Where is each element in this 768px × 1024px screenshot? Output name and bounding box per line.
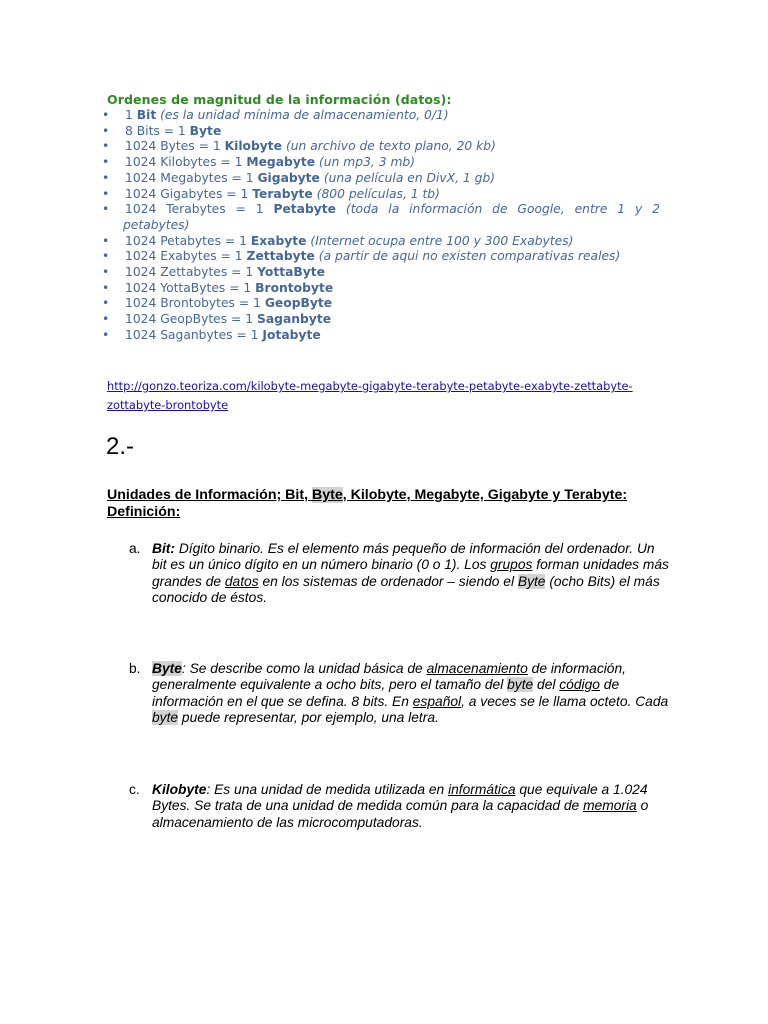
list-item: • 1024 Terabytes = 1 Petabyte (toda la información de Google, entre 1 y 2 petabytes) <box>102 202 660 232</box>
bullet-icon: • <box>102 249 110 264</box>
list-item: • 1024 Saganbytes = 1 Jotabyte <box>102 327 321 342</box>
bullet-icon: • <box>102 265 110 280</box>
bullet-icon: • <box>102 170 110 185</box>
term-label: Bit: <box>152 541 175 556</box>
inline-link[interactable]: grupos <box>490 557 533 573</box>
list-marker: c. <box>129 782 140 797</box>
term-label: Byte <box>152 661 182 676</box>
definition-byte: b. Byte: Se describe como la unidad básica de almacenamiento de información, generalmente equivalente a ocho bits, pero el tamaño del byte del código de información en el que se defina. 8 bits. En español, a veces se le llama octeto. Cada byte puede representar, por ejemplo, una letra. <box>129 661 669 725</box>
magnitudes-list <box>0 108 700 344</box>
inline-link[interactable]: almacenamiento <box>426 661 528 676</box>
magnitudes-title: Ordenes de magnitud de la información (datos): <box>107 92 452 107</box>
section-number: 2.- <box>106 433 135 460</box>
list-item: • 8 Bits = 1 Byte <box>102 123 222 138</box>
term-label: Kilobyte <box>152 782 207 797</box>
inline-link[interactable]: español <box>412 693 462 709</box>
section-heading: Unidades de Información; Bit, Byte, Kilobyte, Megabyte, Gigabyte y Terabyte: Definición: <box>107 487 628 520</box>
bullet-icon: • <box>102 280 110 295</box>
list-item: • 1024 Bytes = 1 Kilobyte (un archivo de texto plano, 20 kb) <box>102 139 496 154</box>
highlighted-term: byte <box>152 709 179 725</box>
bullet-icon: • <box>102 327 110 342</box>
bullet-icon: • <box>102 108 110 122</box>
list-item: • 1 Bit (es la unidad mínima de almacenamiento, 0/1) <box>102 108 449 122</box>
bullet-icon: • <box>102 139 110 154</box>
inline-link[interactable]: memoria <box>583 798 637 814</box>
bullet-icon: • <box>102 123 110 138</box>
bullet-icon: • <box>102 155 110 170</box>
list-marker: b. <box>129 661 141 676</box>
bullet-icon: • <box>102 296 110 311</box>
definition-bit: a. Bit: Dígito binario. Es el elemento más pequeño de información del ordenador. Un bit es un único dígito en un número binario (0 o 1). Los grupos forman unidades más grandes de datos en los sistemas de ordenador – siendo el Byte (ocho Bits) el más conocido de éstos. <box>129 541 669 605</box>
bullet-icon: • <box>102 186 110 201</box>
list-item: • 1024 Petabytes = 1 Exabyte (Internet ocupa entre 100 y 300 Exabytes) <box>102 233 574 248</box>
bullet-icon: • <box>102 202 110 217</box>
highlighted-term: byte <box>507 677 534 693</box>
source-link[interactable]: http://gonzo.teoriza.com/kilobyte-megabyte-gigabyte-terabyte-petabyte-exabyte-zettabyte- zottabyte-brontobyte <box>107 379 633 412</box>
list-item: • 1024 Zettabytes = 1 YottaByte <box>102 265 325 280</box>
list-item: • 1024 GeopBytes = 1 Saganbyte <box>102 312 332 327</box>
inline-link[interactable]: código <box>559 677 600 693</box>
list-item: • 1024 Kilobytes = 1 Megabyte (un mp3, 3 mb) <box>102 155 416 170</box>
list-item: • 1024 Brontobytes = 1 GeopByte <box>102 296 333 311</box>
bullet-icon: • <box>102 312 110 327</box>
list-item: • 1024 Gigabytes = 1 Terabyte (800 películas, 1 tb) <box>102 186 440 201</box>
list-item: • 1024 Exabytes = 1 Zettabyte (a partir de aqui no existen comparativas reales) <box>102 249 621 264</box>
inline-link[interactable]: datos <box>224 573 259 589</box>
list-item: • 1024 Megabytes = 1 Gigabyte (una película en DivX, 1 gb) <box>102 170 496 185</box>
bullet-icon: • <box>102 233 110 248</box>
list-item: • 1024 YottaBytes = 1 Brontobyte <box>102 280 334 295</box>
definition-kilobyte: c. Kilobyte: Es una unidad de medida utilizada en informática que equivale a 1.024 Bytes. Se trata de una unidad de medida común para la capacidad de memoria o almacenamiento de las microcomputadoras. <box>129 782 649 830</box>
inline-link[interactable]: informática <box>448 782 516 797</box>
list-marker: a. <box>129 541 141 556</box>
highlighted-term: Byte <box>517 573 546 589</box>
